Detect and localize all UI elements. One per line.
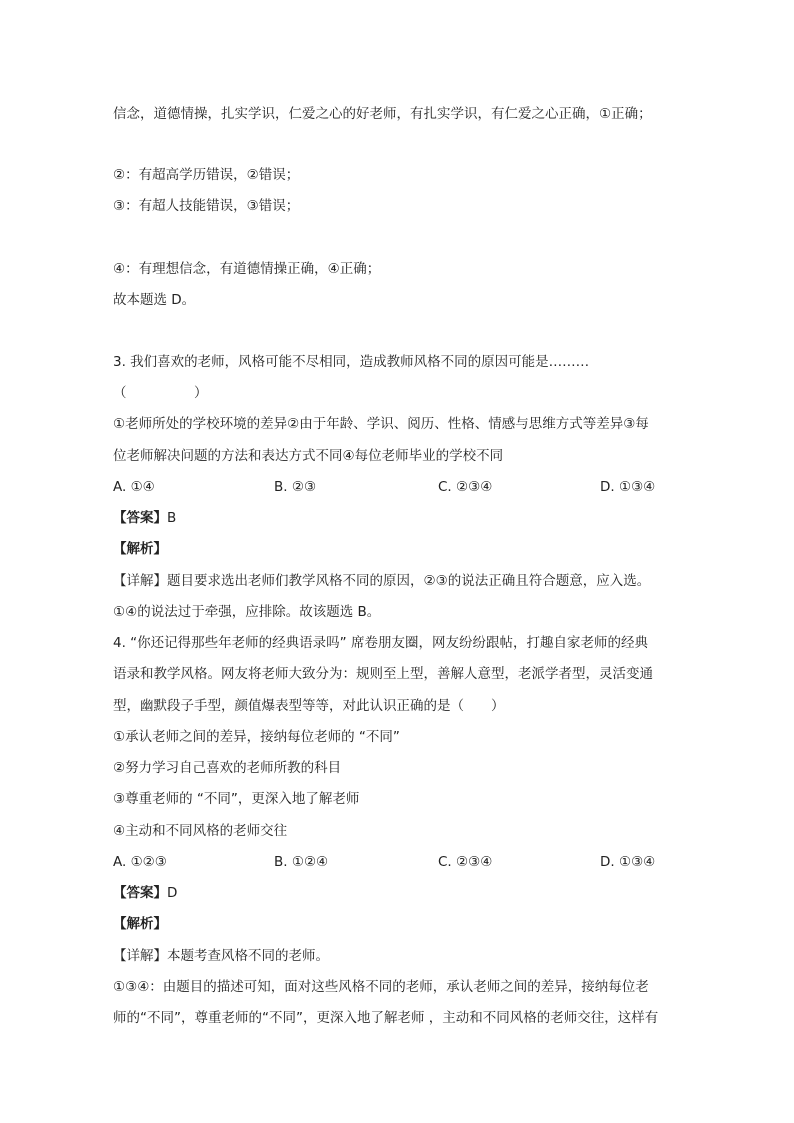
answer-value: B <box>167 510 177 526</box>
q3-option-a: A. ①④ <box>113 479 155 495</box>
q4-option-b: B. ①②④ <box>274 854 329 870</box>
q4-analysis-label: 【解析】 <box>113 916 167 932</box>
q3-detail: ①④的说法过于牵强，应排除。故该题选 B。 <box>113 604 381 620</box>
q2-analysis-line: ③：有超人技能错误，③错误； <box>113 198 300 214</box>
answer-value: D <box>167 885 178 901</box>
q4-detail: ①③④：由题目的描述可知，面对这些风格不同的老师，承认老师之间的差异，接纳每位老 <box>113 979 649 995</box>
q4-detail: 【详解】本题考查风格不同的老师。 <box>113 948 329 964</box>
q3-statements: ①老师所处的学校环境的差异②由于年龄、学识、阅历、性格、情感与思维方式等差异③每 <box>113 416 649 432</box>
q4-answer <box>113 884 693 902</box>
q4-statement: ③尊重老师的 “不同”，更深入地了解老师 <box>113 791 360 807</box>
q4-statement: ④主动和不同风格的老师交往 <box>113 823 288 839</box>
q3-detail-text: 【详解】题目要求选出老师们教学风格不同的原因，②③的说法正确且符合题意，应入选。 <box>113 573 651 589</box>
q3-detail <box>113 572 693 590</box>
answer-label: 【答案】 <box>113 885 167 901</box>
q4-detail: 师的“不同”，尊重老师的“不同”，更深入地了解老师 ，主动和不同风格的老师交往，这样有 <box>113 1010 659 1026</box>
q3-answer-blank: （ ） <box>113 385 208 401</box>
q4-statement: ②努力学习自己喜欢的老师所教的科目 <box>113 760 342 776</box>
q4-statement: ①承认老师之间的差异，接纳每位老师的 “不同” <box>113 729 400 745</box>
q2-conclusion: 故本题选 D。 <box>113 292 196 308</box>
q4-option-d: D. ①③④ <box>600 854 656 870</box>
q3-option-c: C. ②③④ <box>438 479 493 495</box>
q3-stem: 3. 我们喜欢的老师，风格可能不尽相同，造成教师风格不同的原因可能是……… <box>113 354 590 370</box>
q2-analysis-line: ②：有超高学历错误，②错误； <box>113 167 300 183</box>
q4-option-c: C. ②③④ <box>438 854 493 870</box>
q4-stem: 4. “你还记得那些年老师的经典语录吗” 席卷朋友圈，网友纷纷跟帖，打趣自家老师的经典 <box>113 635 648 651</box>
q3-option-b: B. ②③ <box>274 479 317 495</box>
q3-option-d: D. ①③④ <box>600 479 656 495</box>
q2-analysis-line: 信念，道德情操，扎实学识，仁爱之心的好老师，有扎实学识，有仁爱之心正确，①正确； <box>113 106 652 122</box>
q3-answer <box>113 509 693 527</box>
q3-analysis-label: 【解析】 <box>113 541 167 557</box>
q3-statements: 位老师解决问题的方法和表达方式不同④每位老师毕业的学校不同 <box>113 448 504 464</box>
answer-label: 【答案】 <box>113 510 167 526</box>
q4-stem: 型，幽默段子手型，颜值爆表型等等，对此认识正确的是（ ） <box>113 698 505 714</box>
q2-analysis-line: ④：有理想信念，有道德情操正确，④正确； <box>113 261 381 277</box>
q4-stem: 语录和教学风格。网友将老师大致分为：规则至上型，善解人意型，老派学者型，灵活变通 <box>113 666 653 682</box>
q4-option-a: A. ①②③ <box>113 854 167 870</box>
